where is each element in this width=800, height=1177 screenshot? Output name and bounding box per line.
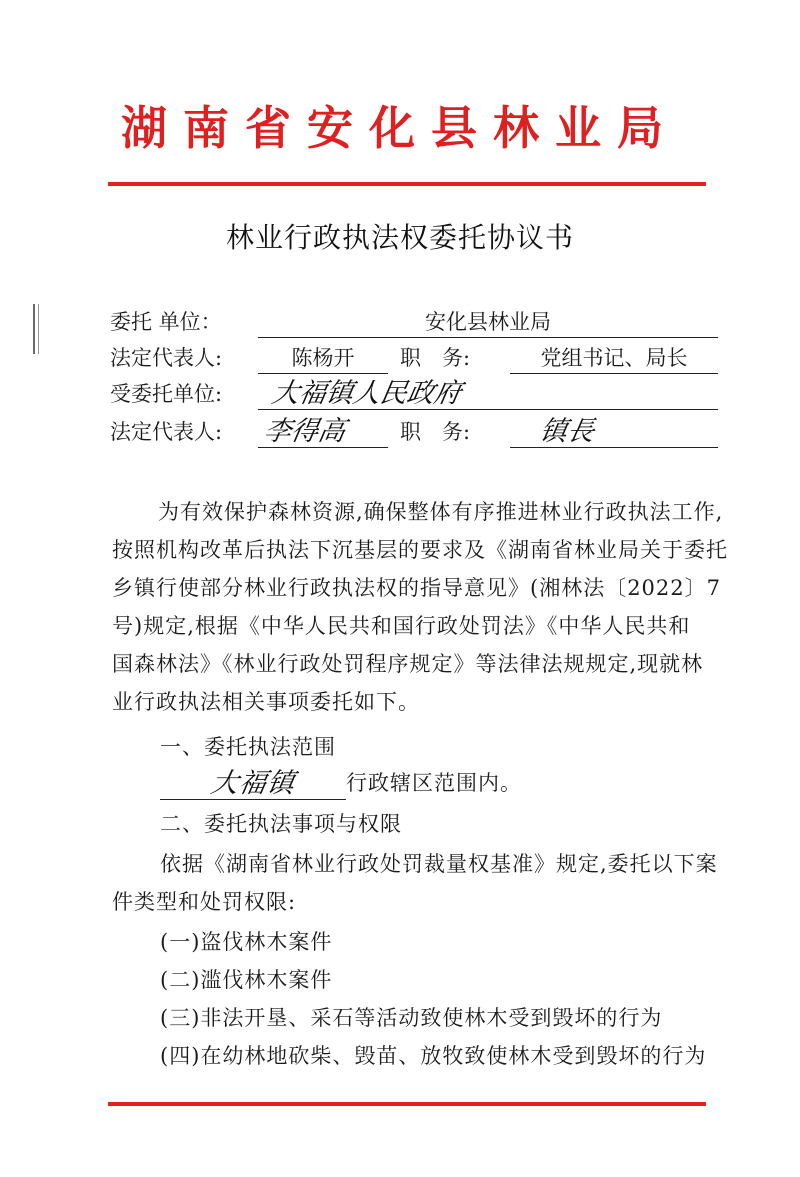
representative-label-2: 法定代表人: [110, 420, 223, 444]
preamble-paragraph [112, 493, 726, 721]
section-1-scope [160, 766, 522, 800]
preamble-line: 乡镇行使部分林业行政执法权的指导意见》(湘林法〔2022〕7 [112, 576, 721, 600]
entrustor-label: 委托 单位： [110, 310, 222, 334]
entrustee-label: 受委托单位: [110, 382, 223, 406]
entrustor-value: 安化县林业局 [258, 305, 718, 338]
scope-handwriting: 大福镇 [208, 768, 298, 799]
representative-row-2 [110, 415, 720, 449]
scope-text: 行政辖区范围内。 [346, 771, 522, 795]
entrustee-row [110, 377, 720, 411]
case-type-item: (四)在幼林地砍柴、毁苗、放牧致使林木受到毁坏的行为 [160, 1044, 707, 1068]
preamble-line: 国森林法》《林业行政处罚程序规定》等法律法规规定,现就林 [112, 652, 704, 676]
representative-signature-2: 李得高 [261, 416, 348, 447]
section-1-heading: 一、委托执法范围 [160, 735, 336, 759]
agency-letterhead: 湖南省安化县林业局 [121, 101, 679, 155]
position-handwriting-2: 镇長 [537, 416, 597, 447]
document-title: 林业行政执法权委托协议书 [225, 221, 574, 254]
entrustee-value [258, 377, 718, 410]
section-2-intro-line-2: 件类型和处罚权限: [112, 890, 297, 914]
section-2-intro-line-1: 依据《湖南省林业行政处罚裁量权基准》规定,委托以下案 [160, 852, 718, 876]
entrustee-handwriting: 大福镇人民政府 [269, 378, 464, 409]
section-2-heading: 二、委托执法事项与权限 [160, 812, 402, 836]
footer-red-rule [108, 1102, 706, 1106]
position-label-1: 职 务: [400, 346, 471, 370]
preamble-line: 号)规定,根据《中华人民共和国行政处罚法》《中华人民共和 [112, 614, 691, 638]
entrustor-row [110, 305, 720, 339]
case-type-item: (二)滥伐林木案件 [160, 968, 333, 992]
position-value-2 [510, 415, 718, 448]
letterhead-red-rule [108, 182, 706, 186]
preamble-line: 业行政执法相关事项委托如下。 [112, 690, 420, 714]
representative-label-1: 法定代表人: [110, 346, 223, 370]
preamble-line: 按照机构改革后执法下沉基层的要求及《湖南省林业局关于委托 [112, 538, 728, 562]
case-type-item: (三)非法开垦、采石等活动致使林木受到毁坏的行为 [160, 1006, 663, 1030]
representative-row-1 [110, 341, 720, 375]
case-type-item: (一)盗伐林木案件 [160, 930, 333, 954]
preamble-line: 为有效保护森林资源,确保整体有序推进林业行政执法工作, [158, 500, 724, 524]
representative-value-2 [258, 415, 388, 448]
scan-margin-mark [33, 304, 39, 354]
representative-value-1: 陈杨开 [258, 341, 388, 374]
scope-fill-blank [160, 767, 346, 800]
position-value-1: 党组书记、局长 [510, 341, 718, 374]
position-label-2: 职 务: [400, 420, 471, 444]
